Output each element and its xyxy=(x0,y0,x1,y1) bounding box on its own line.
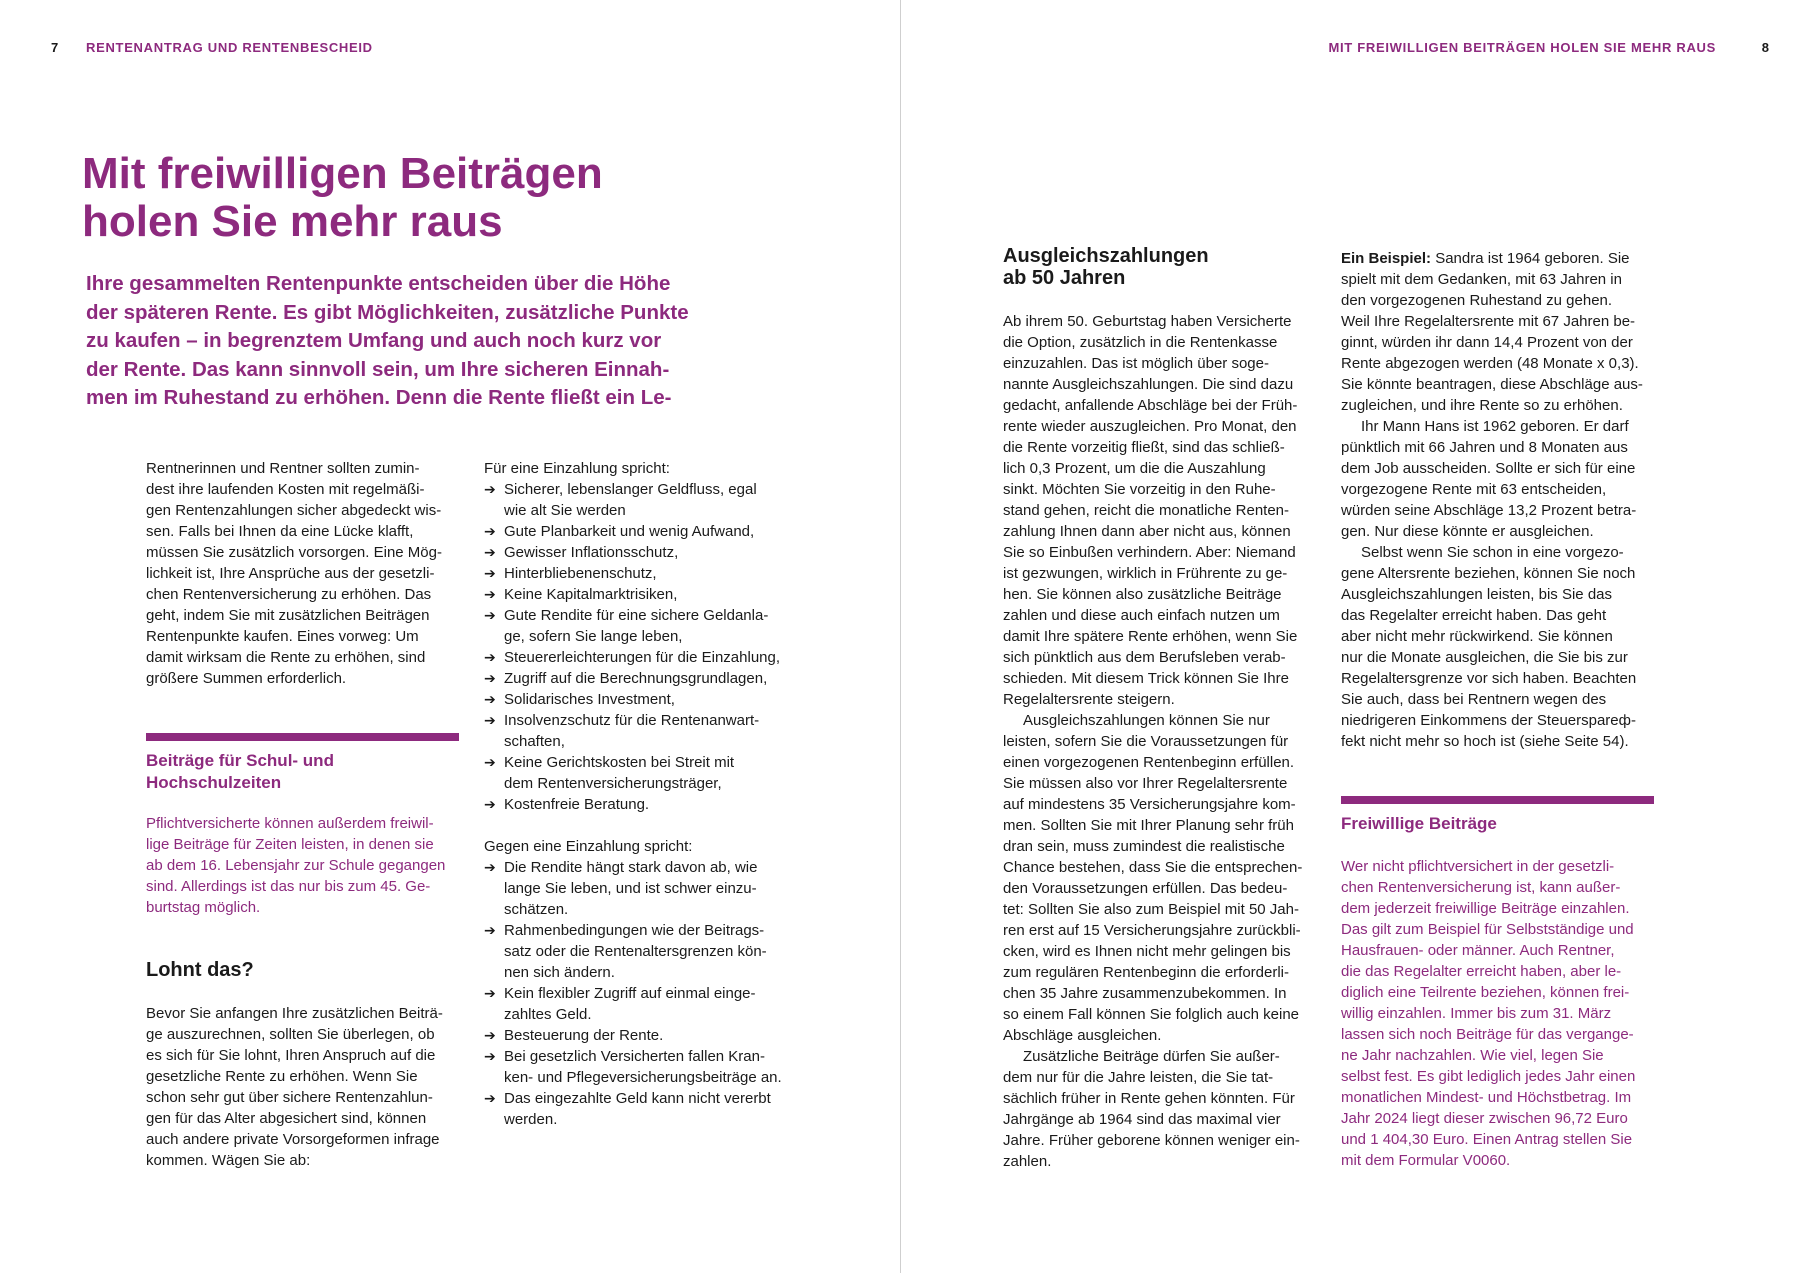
pro-contra-lists xyxy=(484,458,824,1130)
text-line: Sie so Einbußen verhindern. Aber: Niemand xyxy=(1003,544,1296,561)
text-line: dem jederzeit freiwillige Beiträge einzahlen. xyxy=(1341,900,1630,917)
list-item xyxy=(484,710,824,752)
text-line: gedacht, anfallende Abschläge bei der Früh- xyxy=(1003,397,1298,414)
text-line: sen. Falls bei Ihnen da eine Lücke klafft, xyxy=(146,523,414,540)
text-line: Chance bestehen, dass Sie die entsprechen- xyxy=(1003,859,1303,876)
body-column-2 xyxy=(1341,248,1671,752)
text-line: einen vorgezogenen Rentenbeginn erfüllen. xyxy=(1003,754,1295,771)
list-item-text xyxy=(504,479,757,521)
list-item-text xyxy=(504,1025,663,1046)
text-line: Bevor Sie anfangen Ihre zusätzlichen Beiträ- xyxy=(146,1005,443,1022)
text-line: tet: Sollten Sie also zum Beispiel mit 50 Jah- xyxy=(1003,901,1299,918)
text-line: lassen sich noch Beiträge für das vergange- xyxy=(1341,1026,1634,1043)
section-paragraph xyxy=(146,1003,466,1171)
arrow-icon: ➔ xyxy=(484,691,496,707)
text-line: ge, sofern Sie lange leben, xyxy=(504,628,683,645)
text-line: nen sich ändern. xyxy=(504,964,615,981)
text-line: Ihr Mann Hans ist 1962 geboren. Er darf xyxy=(1361,418,1629,435)
text-line: so einem Fall können Sie folglich auch keine xyxy=(1003,1006,1300,1023)
text-line: schon sehr gut über sichere Rentenzahlun- xyxy=(146,1089,433,1106)
text-line: Pflichtversicherte können außerdem freiwil- xyxy=(146,815,434,832)
text-line: Jahr 2024 liegt dieser zwischen 96,72 Euro xyxy=(1341,1110,1628,1127)
text-line: wie alt Sie werden xyxy=(504,502,626,519)
text-line: damit wirksam die Rente zu erhöhen, sind xyxy=(146,649,426,666)
list-item xyxy=(484,983,824,1025)
list-item xyxy=(484,668,824,689)
box-heading: Freiwillige Beiträge xyxy=(1341,814,1497,833)
text-line: zahlung Ihnen dann aber nicht aus, können xyxy=(1003,523,1291,540)
text-line: geht, indem Sie mit zusätzlichen Beiträgen xyxy=(146,607,430,624)
text-line: werden. xyxy=(504,1111,558,1128)
page-title xyxy=(82,150,782,246)
text-line: dest ihre laufenden Kosten mit regelmäßi- xyxy=(146,481,425,498)
spacer xyxy=(484,815,824,836)
text-line: Keine Gerichtskosten bei Streit mit xyxy=(504,754,735,771)
list-item xyxy=(484,605,824,647)
text-line: chen Rentenversicherung zu erhöhen. Das xyxy=(146,586,432,603)
text-line: Insolvenzschutz für die Rentenanwart- xyxy=(504,712,760,729)
list-item xyxy=(484,563,824,584)
text-line: Besteuerung der Rente. xyxy=(504,1027,664,1044)
lead-line: der späteren Rente. Es gibt Möglichkeiten, zusätzliche Punkte xyxy=(86,300,689,324)
contra-heading: Gegen eine Einzahlung spricht: xyxy=(484,838,693,855)
text-line: dem Job ausscheiden. Sollte er sich für eine xyxy=(1341,460,1636,477)
text-line: Solidarisches Investment, xyxy=(504,691,675,708)
list-item-text xyxy=(504,1046,782,1088)
title-line: holen Sie mehr raus xyxy=(82,197,503,246)
contra-list xyxy=(484,857,824,1130)
list-item-text xyxy=(504,647,780,668)
text-line: Zusätzliche Beiträge dürfen Sie außer- xyxy=(1023,1048,1280,1065)
text-line xyxy=(1341,248,1671,269)
lead-line: men im Ruhestand zu erhöhen. Denn die Rente fließt ein Le- xyxy=(86,386,672,410)
text-line: Rahmenbedingungen wie der Beitrags- xyxy=(504,922,765,939)
text-line: niedrigeren Einkommens der Steuerspareф- xyxy=(1341,712,1636,729)
arrow-icon: ➔ xyxy=(484,712,496,728)
pro-heading: Für eine Einzahlung spricht: xyxy=(484,460,670,477)
text-line: schätzen. xyxy=(504,901,569,918)
text-line: sich pünktlich aus dem Berufsleben verab- xyxy=(1003,649,1286,666)
text-line: müssen Sie zusätzlich vorsorgen. Eine Mög- xyxy=(146,544,442,561)
list-item-text xyxy=(504,920,767,983)
text-line: Selbst wenn Sie schon in eine vorgezo- xyxy=(1361,544,1624,561)
example-label: Ein Beispiel: xyxy=(1341,250,1432,267)
arrow-icon: ➔ xyxy=(484,565,496,581)
text-line: und 1 404,30 Euro. Einen Antrag stellen Sie xyxy=(1341,1131,1633,1148)
heading-line: Ausgleichszahlungen xyxy=(1003,245,1209,267)
text-line: Rentnerinnen und Rentner sollten zumin- xyxy=(146,460,420,477)
text-line: Sie könnte beantragen, diese Abschläge aus- xyxy=(1341,376,1643,393)
box-text xyxy=(1341,856,1671,1171)
text-line: Sie müssen also vor Ihrer Regelaltersrente xyxy=(1003,775,1288,792)
text-line: Das eingezahlte Geld kann nicht vererbt xyxy=(504,1090,771,1107)
body-column-1 xyxy=(1003,311,1333,1172)
arrow-icon: ➔ xyxy=(484,859,496,875)
text-line: Gute Rendite für eine sichere Geldanla- xyxy=(504,607,769,624)
text-line: Steuererleichterungen für die Einzahlung, xyxy=(504,649,781,666)
text-line: Hausfrauen- oder männer. Auch Rentner, xyxy=(1341,942,1615,959)
text-line: pünktlich mit 66 Jahren und 8 Monaten aus xyxy=(1341,439,1628,456)
arrow-icon: ➔ xyxy=(484,523,496,539)
text-line: sächlich früher in Rente gehen könnten. Für xyxy=(1003,1090,1295,1107)
text-line: hen. Sie können also zusätzliche Beiträge xyxy=(1003,586,1282,603)
text-line: das Regelalter erreicht haben. Das geht xyxy=(1341,607,1607,624)
running-head: RENTENANTRAG UND RENTENBESCHEID xyxy=(86,40,373,55)
list-item xyxy=(484,752,824,794)
arrow-icon: ➔ xyxy=(484,1090,496,1106)
text-line: lige Beiträge für Zeiten leisten, in denen sie xyxy=(146,836,434,853)
list-item xyxy=(484,1025,824,1046)
list-item-text xyxy=(504,521,754,542)
text-line: ken- und Pflegeversicherungsbeiträge an. xyxy=(504,1069,782,1086)
list-item-text xyxy=(504,857,757,920)
text-line: Jahre. Früher geborene können weniger ein- xyxy=(1003,1132,1300,1149)
text-line: Sie auch, dass bei Rentnern wegen des xyxy=(1341,691,1607,708)
list-item-text xyxy=(504,794,649,815)
pro-list xyxy=(484,479,824,815)
text-line: Jahrgänge ab 1964 sind das maximal vier xyxy=(1003,1111,1281,1128)
text-line: Rente abgezogen werden (48 Monate x 0,3). xyxy=(1341,355,1639,372)
text-line: Ausgleichszahlungen leisten, bis Sie das xyxy=(1341,586,1613,603)
arrow-icon: ➔ xyxy=(484,796,496,812)
text-line: Die Rendite hängt stark davon ab, wie xyxy=(504,859,758,876)
example-text: Sandra ist 1964 geboren. Sie xyxy=(1431,250,1630,267)
text-line: diglich eine Teilrente beziehen, können frei- xyxy=(1341,984,1630,1001)
text-line: gen Rentenzahlungen sicher abgedeckt wis- xyxy=(146,502,442,519)
text-line: dran sein, muss zumindest die realistische xyxy=(1003,838,1285,855)
lead-line: zu kaufen – in begrenztem Umfang und auch noch kurz vor xyxy=(86,329,662,353)
text-line: spielt mit dem Gedanken, mit 63 Jahren in xyxy=(1341,271,1622,288)
list-item xyxy=(484,584,824,605)
list-item xyxy=(484,647,824,668)
arrow-icon: ➔ xyxy=(484,1048,496,1064)
text-line: größere Summen erforderlich. xyxy=(146,670,347,687)
text-line: Bei gesetzlich Versicherten fallen Kran- xyxy=(504,1048,765,1065)
lead-line: Ihre gesammelten Rentenpunkte entscheiden über die Höhe xyxy=(86,272,671,295)
section-heading xyxy=(1003,245,1323,289)
box-heading xyxy=(146,750,466,794)
lead-line: der Rente. Das kann sinnvoll sein, um Ihre sicheren Einnah- xyxy=(86,357,670,381)
text-line: Rentenpunkte kaufen. Eines vorweg: Um xyxy=(146,628,419,645)
text-line: Zugriff auf die Berechnungsgrundlagen, xyxy=(504,670,768,687)
text-line: burtstag möglich. xyxy=(146,899,261,916)
arrow-icon: ➔ xyxy=(484,922,496,938)
text-line: zahlen und diese auch einfach nutzen um xyxy=(1003,607,1280,624)
text-line: Regelaltersrente steigern. xyxy=(1003,691,1175,708)
lead-paragraph xyxy=(86,270,726,413)
text-line: Kostenfreie Beratung. xyxy=(504,796,650,813)
text-line: auch andere private Vorsorgeformen infrage xyxy=(146,1131,440,1148)
text-line: zum regulären Rentenbeginn die erforderli- xyxy=(1003,964,1289,981)
text-line: gene Altersrente beziehen, können Sie noch xyxy=(1341,565,1636,582)
text-line: ge auszurechnen, sollten Sie überlegen, ob xyxy=(146,1026,435,1043)
list-item xyxy=(484,794,824,815)
list-item-text xyxy=(504,1088,771,1130)
text-line: ginnt, würden ihr dann 14,4 Prozent von der xyxy=(1341,334,1633,351)
text-line: schaften, xyxy=(504,733,565,750)
text-line: kommen. Wägen Sie ab: xyxy=(146,1152,311,1169)
list-item-text xyxy=(504,584,677,605)
arrow-icon: ➔ xyxy=(484,985,496,1001)
heading-line: Hochschulzeiten xyxy=(146,773,282,792)
text-line: Hinterbliebenenschutz, xyxy=(504,565,657,582)
list-item xyxy=(484,920,824,983)
list-item xyxy=(484,542,824,563)
list-item xyxy=(484,857,824,920)
text-line: nannte Ausgleichszahlungen. Die sind dazu xyxy=(1003,376,1294,393)
text-line: fekt nicht mehr so hoch ist (siehe Seite 54). xyxy=(1341,733,1629,750)
text-line: Gewisser Inflationsschutz, xyxy=(504,544,679,561)
section-heading: Lohnt das? xyxy=(146,959,254,981)
text-line: chen 35 Jahre zusammenzubekommen. In xyxy=(1003,985,1287,1002)
box-text xyxy=(146,813,466,918)
text-line: würden seine Abschläge 13,2 Prozent betra- xyxy=(1341,502,1637,519)
list-item-text xyxy=(504,689,675,710)
text-line: schieden. Mit diesem Trick können Sie Ihre xyxy=(1003,670,1289,687)
running-head: MIT FREIWILLIGEN BEITRÄGEN HOLEN SIE MEHR RAUS xyxy=(1328,40,1716,55)
text-line: men. Sollten Sie mit Ihrer Planung sehr früh xyxy=(1003,817,1294,834)
text-line: ab dem 16. Lebensjahr zur Schule gegangen xyxy=(146,857,446,874)
text-line: Regelaltersgrenze vor sich haben. Beachten xyxy=(1341,670,1637,687)
list-item-text xyxy=(504,668,767,689)
text-line: mit dem Formular V0060. xyxy=(1341,1152,1511,1169)
arrow-icon: ➔ xyxy=(484,607,496,623)
text-line: aber nicht mehr rückwirkend. Sie können xyxy=(1341,628,1613,645)
list-item xyxy=(484,521,824,542)
list-item-text xyxy=(504,542,678,563)
list-item-text xyxy=(504,563,657,584)
text-line: Ab ihrem 50. Geburtstag haben Versicherte xyxy=(1003,313,1292,330)
right-page xyxy=(901,0,1800,1273)
text-line: cken, wird es Ihnen nicht mehr gelingen bis xyxy=(1003,943,1291,960)
box-rule xyxy=(1341,796,1654,804)
text-line: gesetzliche Rente zu erhöhen. Wenn Sie xyxy=(146,1068,418,1085)
text-line: dem nur für die Jahre leisten, die Sie tat- xyxy=(1003,1069,1274,1086)
text-line: Abschläge ausgleichen. xyxy=(1003,1027,1162,1044)
text-line: zahltes Geld. xyxy=(504,1006,592,1023)
text-line: Gute Planbarkeit und wenig Aufwand, xyxy=(504,523,755,540)
text-line: sind. Allerdings ist das nur bis zum 45. Ge- xyxy=(146,878,431,895)
list-item-text xyxy=(504,752,734,794)
text-line: dem Rentenversicherungsträger, xyxy=(504,775,722,792)
text-line: chen Rentenversicherung ist, kann außer- xyxy=(1341,879,1621,896)
arrow-icon: ➔ xyxy=(484,544,496,560)
list-item xyxy=(484,1046,824,1088)
arrow-icon: ➔ xyxy=(484,586,496,602)
text-line: zahlen. xyxy=(1003,1153,1052,1170)
text-line: lich 0,3 Prozent, um die die Auszahlung xyxy=(1003,460,1266,477)
text-line: damit Ihre spätere Rente erhöhen, wenn Sie xyxy=(1003,628,1298,645)
text-line: sinkt. Möchten Sie vorzeitig in den Ruhe- xyxy=(1003,481,1276,498)
title-line: Mit freiwilligen Beiträgen xyxy=(82,149,603,198)
text-line: rente wieder auszugleichen. Pro Monat, den xyxy=(1003,418,1297,435)
list-item-text xyxy=(504,983,756,1025)
text-line: Keine Kapitalmarktrisiken, xyxy=(504,586,678,603)
text-line: lange Sie leben, und ist schwer einzu- xyxy=(504,880,757,897)
text-line: gen für das Alter abgesichert sind, können xyxy=(146,1110,427,1127)
example-paragraphs xyxy=(1341,269,1671,752)
heading-line: Beiträge für Schul- und xyxy=(146,751,334,770)
text-line: Kein flexibler Zugriff auf einmal einge- xyxy=(504,985,756,1002)
text-line: die Rente vorzeitig fließt, sind das schließ- xyxy=(1003,439,1285,456)
arrow-icon: ➔ xyxy=(484,670,496,686)
text-line: den Voraussetzungen erfüllen. Das bedeu- xyxy=(1003,880,1288,897)
text-line: Das gilt zum Beispiel für Selbstständige und xyxy=(1341,921,1634,938)
text-line: nur die Monate ausgleichen, die Sie bis zur xyxy=(1341,649,1628,666)
text-line: den vorgezogenen Ruhestand zu gehen. xyxy=(1341,292,1613,309)
text-line: satz oder die Rentenaltersgrenzen kön- xyxy=(504,943,767,960)
text-line: zugleichen, und ihre Rente so zu erhöhen. xyxy=(1341,397,1623,414)
heading-line: ab 50 Jahren xyxy=(1003,267,1126,289)
arrow-icon: ➔ xyxy=(484,754,496,770)
text-line: willig einzahlen. Immer bis zum 31. März xyxy=(1341,1005,1612,1022)
text-line: selbst fest. Es gibt lediglich jedes Jahr einen xyxy=(1341,1068,1636,1085)
list-item xyxy=(484,689,824,710)
text-line: es sich für Sie lohnt, Ihren Anspruch auf die xyxy=(146,1047,436,1064)
arrow-icon: ➔ xyxy=(484,649,496,665)
list-item xyxy=(484,1088,824,1130)
text-line: Wer nicht pflichtversichert in der gesetzli- xyxy=(1341,858,1615,875)
text-line: ren erst auf 15 Versicherungsjahre zurückbli- xyxy=(1003,922,1301,939)
text-line: gen. Nur diese könnte er ausgleichen. xyxy=(1341,523,1594,540)
list-item-text xyxy=(504,605,768,647)
page-number: 7 xyxy=(51,40,59,55)
text-line: die das Regelalter erreicht haben, aber le- xyxy=(1341,963,1622,980)
text-line: lichkeit ist, Ihre Ansprüche aus der gesetzli- xyxy=(146,565,435,582)
text-line: leisten, sofern Sie die Voraussetzungen für xyxy=(1003,733,1289,750)
list-item xyxy=(484,479,824,521)
text-line: die Option, zusätzlich in die Rentenkasse xyxy=(1003,334,1278,351)
text-line: Sicherer, lebenslanger Geldfluss, egal xyxy=(504,481,757,498)
arrow-icon: ➔ xyxy=(484,481,496,497)
text-line: auf mindestens 35 Versicherungsjahre kom- xyxy=(1003,796,1296,813)
text-line: einzuzahlen. Das ist möglich über soge- xyxy=(1003,355,1269,372)
page-number: 8 xyxy=(1761,40,1769,55)
intro-paragraph xyxy=(146,458,466,689)
text-line: monatlichen Mindest- und Höchstbetrag. Im xyxy=(1341,1089,1632,1106)
text-line: Weil Ihre Regelaltersrente mit 67 Jahren be- xyxy=(1341,313,1636,330)
text-line: ne Jahr nachzahlen. Wie viel, legen Sie xyxy=(1341,1047,1604,1064)
box-rule xyxy=(146,733,459,741)
list-item-text xyxy=(504,710,759,752)
text-line: ist gezwungen, wirklich in Frührente zu ge- xyxy=(1003,565,1288,582)
text-line: vorgezogene Rente mit 63 entscheiden, xyxy=(1341,481,1607,498)
text-line: stand gehen, reicht die monatliche Renten- xyxy=(1003,502,1290,519)
arrow-icon: ➔ xyxy=(484,1027,496,1043)
text-line: Ausgleichszahlungen können Sie nur xyxy=(1023,712,1270,729)
